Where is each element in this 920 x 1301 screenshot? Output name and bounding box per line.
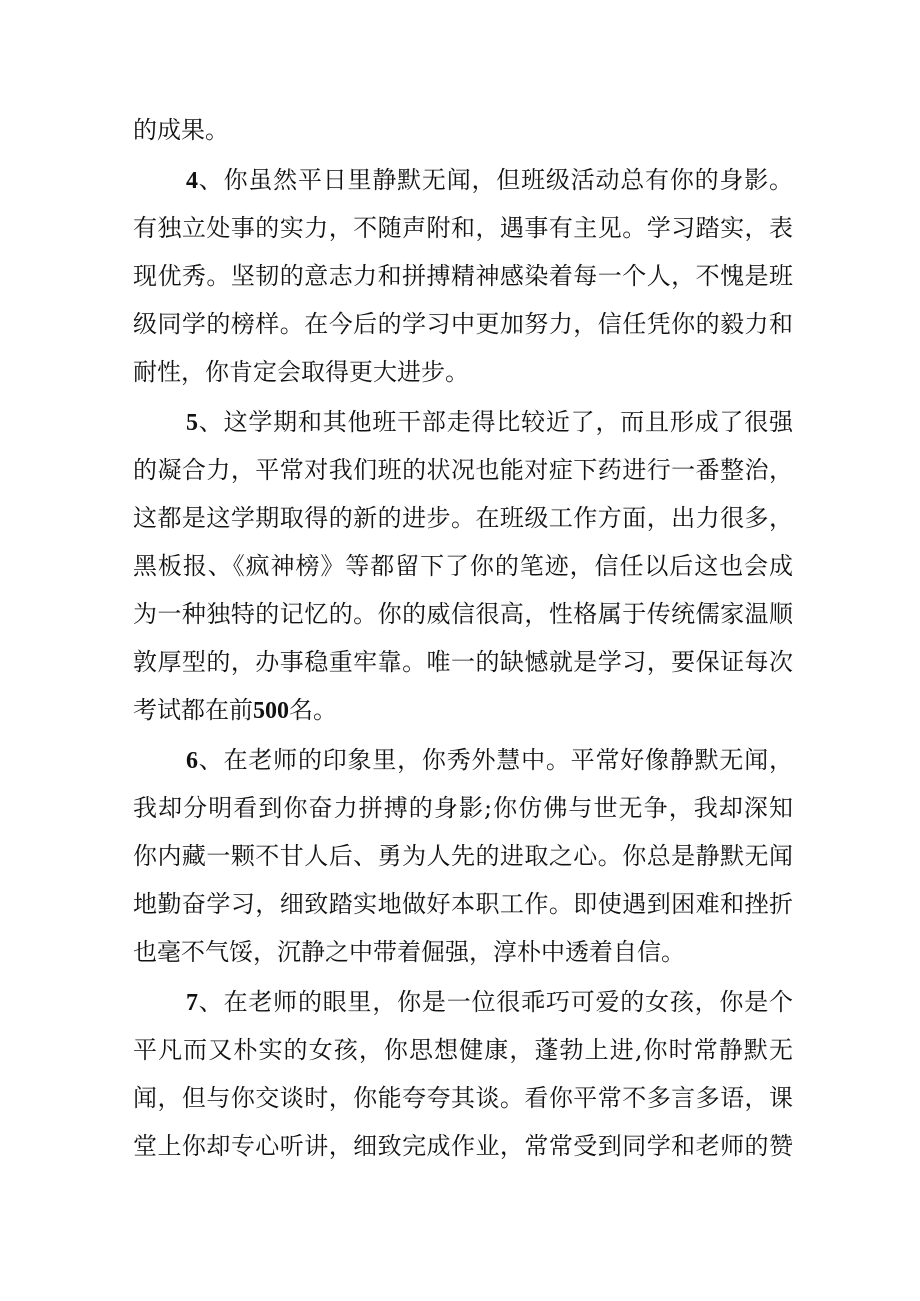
text-line: 的成果。 (133, 116, 229, 144)
rank-number: 500 (253, 698, 289, 724)
paragraph-6-first-line: 6、在老师的印象里，你秀外慧中。平常好像静默无闻， (186, 746, 793, 774)
text-line: 这都是这学期取得的新的进步。在班级工作方面，出力很多， (133, 504, 793, 532)
text-line: 平凡而又朴实的女孩，你思想健康，蓬勃上进,你时常静默无 (133, 1036, 793, 1064)
text-line: 耐性，你肯定会取得更大进步。 (133, 358, 469, 386)
text-line: 也毫不气馁，沉静之中带着倔强，淳朴中透着自信。 (133, 938, 685, 966)
text-line: 你内藏一颗不甘人后、勇为人先的进取之心。你总是静默无闻 (133, 842, 793, 870)
text-line: 敦厚型的，办事稳重牢靠。唯一的缺憾就是学习，要保证每次 (133, 648, 793, 676)
text-line: 我却分明看到你奋力拼搏的身影;你仿佛与世无争，我却深知 (133, 794, 793, 822)
item-number-4: 4 (186, 168, 198, 194)
text-line: 地勤奋学习，细致踏实地做好本职工作。即使遇到困难和挫折 (133, 890, 793, 918)
item-number-7: 7 (186, 990, 198, 1016)
text-line: 堂上你却专心听讲，细致完成作业，常常受到同学和老师的赞 (133, 1132, 793, 1160)
text-line: 级同学的榜样。在今后的学习中更加努力，信任凭你的毅力和 (133, 310, 793, 338)
paragraph-4-first-line: 4、你虽然平日里静默无闻，但班级活动总有你的身影。 (186, 166, 793, 194)
text-line: 现优秀。坚韧的意志力和拼搏精神感染着每一个人，不愧是班 (133, 262, 793, 290)
text-line: 考试都在前500名。 (133, 696, 337, 724)
text-line: 有独立处事的实力，不随声附和，遇事有主见。学习踏实，表 (133, 214, 793, 242)
paragraph-5-first-line: 5、这学期和其他班干部走得比较近了，而且形成了很强 (186, 408, 793, 436)
text-line: 闻，但与你交谈时，你能夸夸其谈。看你平常不多言多语，课 (133, 1084, 793, 1112)
text-line: 的凝合力，平常对我们班的状况也能对症下药进行一番整治， (133, 456, 793, 484)
item-number-5: 5 (186, 410, 198, 436)
paragraph-7-first-line: 7、在老师的眼里，你是一位很乖巧可爱的女孩，你是个 (186, 988, 793, 1016)
text-line: 黑板报、《疯神榜》等都留下了你的笔迹，信任以后这也会成 (133, 552, 793, 580)
item-number-6: 6 (186, 748, 198, 774)
text-line: 为一种独特的记忆的。你的威信很高，性格属于传统儒家温顺 (133, 600, 793, 628)
